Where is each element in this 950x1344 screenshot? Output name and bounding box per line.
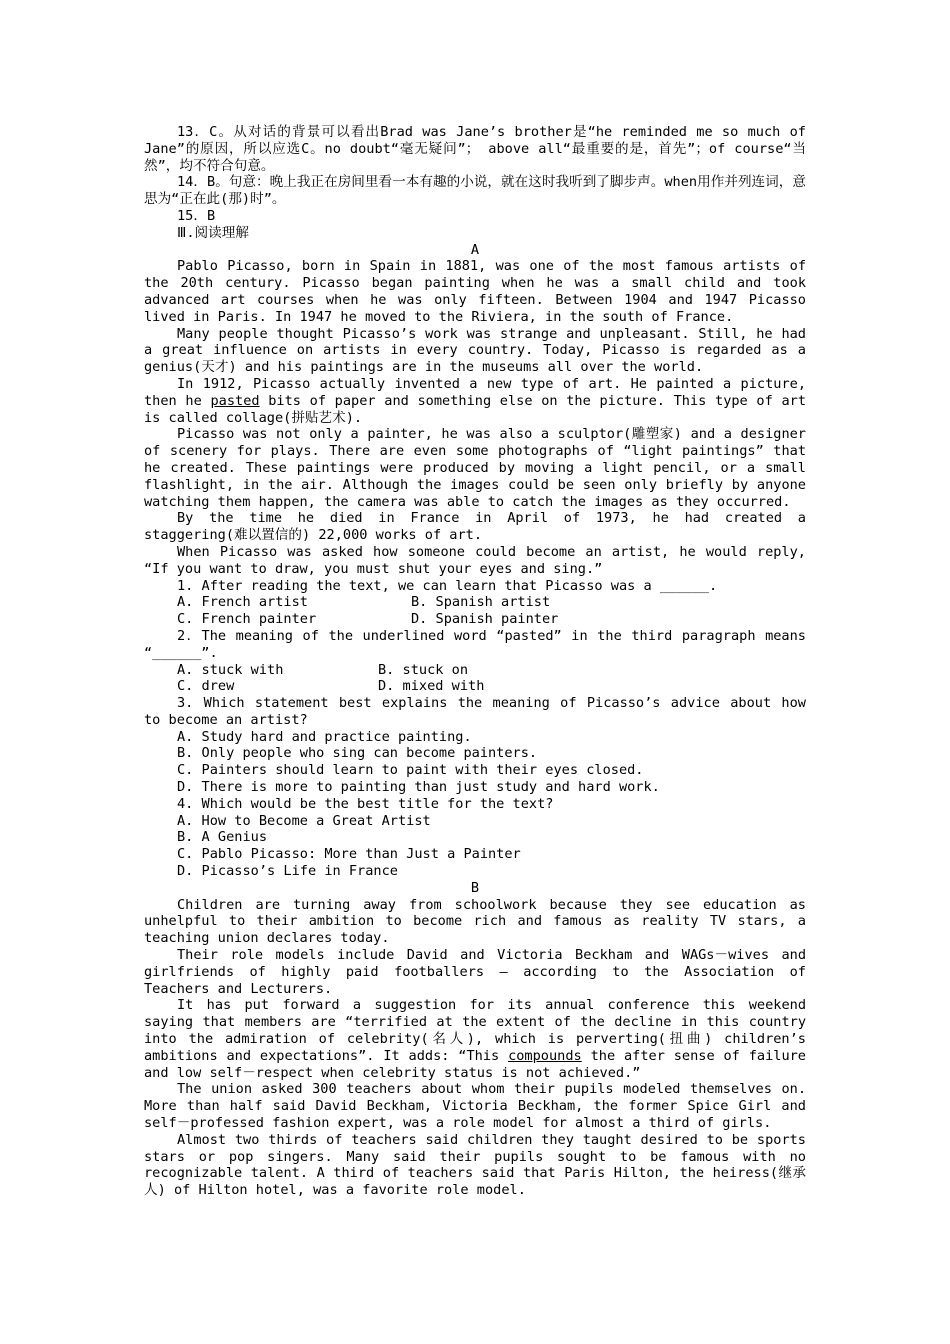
option-a: A. stuck with [177,661,284,678]
paragraph-text: In 1912, Picasso actually invented a new type of art. He painted a picture, then he [144,375,806,409]
passage-b-paragraph-3 [144,997,806,1081]
paragraph-text: It has put forward a suggestion for its annual conference this weekend saying that members are “terrified at the extent of the decline in this country into the admiration of celebrity(名人), which is perverting(扭曲) children’s ambitions and expectations”. It adds: “This [144,997,806,1064]
passage-b-paragraph-5: Almost two thirds of teachers said children they taught desired to be sports stars or pop singers. Many said their pupils sought to be famous with no recognizable talent. A third of teachers said that Paris Hilton, the heiress(继承人) of Hilton hotel, was a favorite role model. [144,1131,806,1199]
passage-a-paragraph-4: Picasso was not only a painter, he was also a sculptor(雕塑家) and a designer of scenery for plays. There are even some photographs of “light paintings” that he created. These paintings were produced by moving a light pencil, or a small flashlight, in the air. Although the images could be seen only briefly by anyone watching them happen, the camera was able to catch the images as they occurred. [144,426,806,510]
paragraph-text: bits of paper and something else on the picture. This type of art is called collage(拼贴艺术). [144,392,806,426]
passage-a-paragraph-1: Pablo Picasso, born in Spain in 1881, was one of the most famous artists of the 20th century. Picasso began painting when he was a small child and took advanced art courses when he was only fifteen. Between 1904 and 1947 Picasso lived in Paris. In 1947 he moved to the Riviera, in the south of France. [144,258,806,325]
option-d: D. mixed with [378,678,485,695]
passage-b-label: B [470,879,480,896]
question-1-options-row-2 [144,611,806,628]
passage-a-label: A [470,241,480,258]
paragraph-text: the after sense of failure and low self－respect when celebrity status is not achieved.” [144,1047,806,1081]
question-3: 3. Which statement best explains the meaning of Picasso’s advice about how to become an artist? [144,695,806,728]
option-c: C. Painters should learn to paint with their eyes closed. [177,762,644,779]
answer-13: 13．C。从对话的背景可以看出Brad was Jane’s brother是“he reminded me so much of Jane”的原因，所以应选C。no doubt“毫无疑问”； above all“最重要的是，首先”；of course“当然”，均不符合句意。 [144,124,806,174]
passage-b-paragraph-2: Their role models include David and Victoria Beckham and WAGs－wives and girlfriends of highly paid footballers — according to the Association of Teachers and Lecturers. [144,947,806,997]
option-c: C. drew [177,678,235,695]
question-2: 2．The meaning of the underlined word “pasted” in the third paragraph means “______”. [144,627,806,661]
question-1-options-row-1 [144,594,806,611]
option-b: B. Spanish artist [411,594,551,611]
option-b: B. Only people who sing can become painters. [177,745,538,762]
option-a: A. Study hard and practice painting. [177,728,472,745]
option-a: A. How to Become a Great Artist [177,812,431,829]
document-page [144,124,806,1199]
passage-a-paragraph-3 [144,376,806,426]
underlined-word: compounds [508,1047,582,1064]
option-c: C. French painter [177,611,317,628]
option-a: A. French artist [177,594,308,611]
passage-b-paragraph-1: Children are turning away from schoolwork because they see education as unhelpful to their ambition to become rich and famous as reality TV stars, a teaching union declares today. [144,896,806,947]
option-b: B. stuck on [378,661,469,678]
answer-15: 15．B [177,207,216,224]
option-c: C. Pablo Picasso: More than Just a Painter [177,846,521,863]
option-d: D. There is more to painting than just study and hard work. [177,779,660,796]
passage-a-paragraph-6: When Picasso was asked how someone could become an artist, he would reply, “If you want to draw, you must shut your eyes and sing.” [144,543,806,577]
question-2-options-row-2 [144,678,806,695]
option-d: D. Picasso’s Life in France [177,863,398,880]
passage-b-paragraph-4: The union asked 300 teachers about whom their pupils modeled themselves on. More than half said David Beckham, Victoria Beckham, the former Spice Girl and self－professed fashion expert, was a role model for almost a third of girls. [144,1081,806,1132]
section-heading: Ⅲ.阅读理解 [177,224,249,241]
question-1: 1. After reading the text, we can learn that Picasso was a ______. [177,577,718,594]
question-2-options-row-1 [144,662,806,679]
passage-a-paragraph-5: By the time he died in France in April of 1973, he had created a staggering(难以置信的) 22,000 works of art. [144,510,806,544]
option-d: D. Spanish painter [411,611,559,628]
passage-a-paragraph-2: Many people thought Picasso’s work was strange and unpleasant. Still, he had a great influence on artists in every country. Today, Picasso is regarded as a genius(天才) and his paintings are in the museums all over the world. [144,325,806,376]
underlined-word: pasted [210,392,260,409]
question-4: 4. Which would be the best title for the text? [177,795,554,812]
answer-14: 14．B。句意：晚上我正在房间里看一本有趣的小说，就在这时我听到了脚步声。when用作并列连词，意思为“正在此(那)时”。 [144,174,806,208]
option-b: B. A Genius [177,829,268,846]
